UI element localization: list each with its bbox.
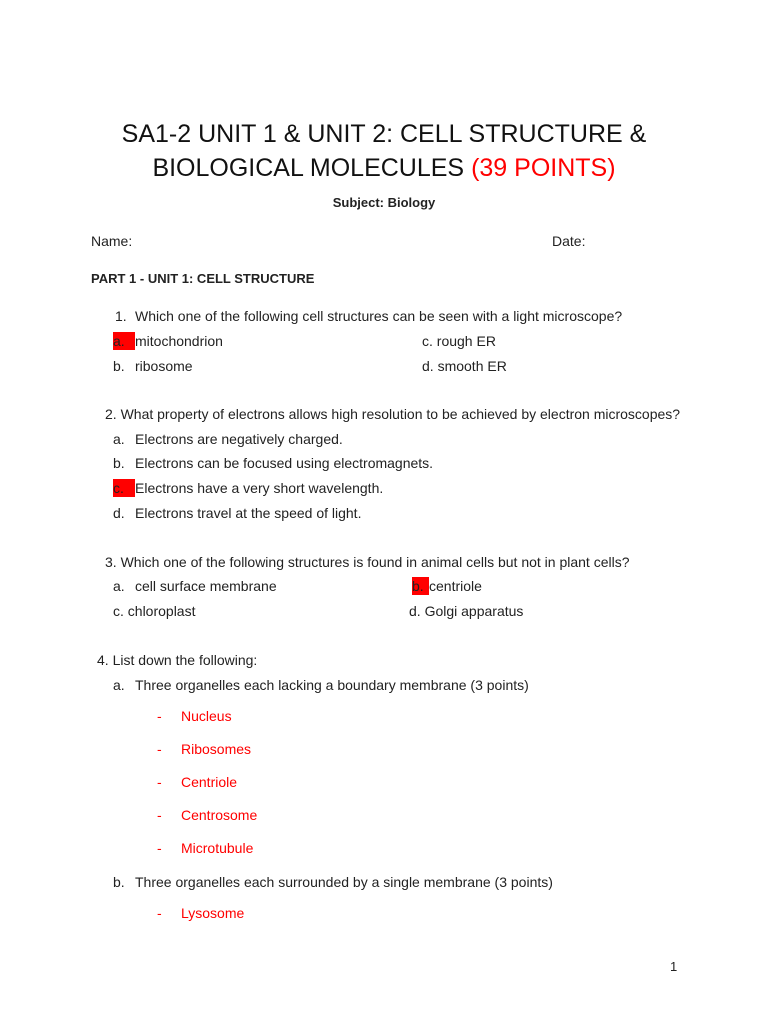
answer-item — [157, 806, 257, 824]
answer-item — [157, 773, 237, 791]
page-number: 1 — [670, 959, 678, 974]
q3-b-text: centriole — [429, 578, 482, 594]
title-text: BIOLOGICAL MOLECULES — [152, 154, 472, 182]
answer-text: Centriole — [181, 774, 238, 790]
q2-option-d — [113, 504, 361, 522]
q2-option-b — [113, 454, 433, 472]
answer-item — [157, 904, 244, 922]
q2-option-a — [113, 430, 343, 448]
q2-c-letter-highlighted: c. — [113, 479, 135, 497]
answer-text: Microtubule — [181, 840, 254, 856]
q4-part-a — [113, 676, 529, 694]
answer-item — [157, 740, 251, 758]
q1-option-b — [113, 357, 193, 375]
q2-option-c — [113, 479, 383, 497]
q4-b-letter: b. — [113, 874, 125, 890]
q1-number: 1. — [115, 308, 127, 324]
document-title-line-2 — [0, 151, 768, 185]
q2-d-letter: d. — [113, 505, 125, 521]
list-dash: - — [157, 741, 162, 757]
list-dash: - — [157, 708, 162, 724]
q3-a-text: cell surface membrane — [135, 578, 277, 594]
q2-a-text: Electrons are negatively charged. — [135, 431, 343, 447]
date-label: Date: — [552, 233, 586, 249]
q1-a-text: mitochondrion — [135, 333, 223, 349]
q3-option-a — [113, 577, 277, 595]
q2-b-letter: b. — [113, 455, 125, 471]
q1-b-text: ribosome — [135, 358, 193, 374]
answer-item — [157, 839, 253, 857]
answer-text: Ribosomes — [181, 741, 252, 757]
q4-part-b — [113, 873, 553, 891]
q1-a-letter-highlighted: a. — [113, 332, 135, 350]
q3-option-b — [412, 577, 482, 595]
list-dash: - — [157, 774, 162, 790]
q3-b-letter-highlighted: b. — [412, 577, 429, 595]
q4-a-letter: a. — [113, 677, 125, 693]
name-label: Name: — [91, 233, 133, 249]
q4-a-text: Three organelles each lacking a boundary membrane (3 points) — [135, 677, 529, 693]
answer-text: Nucleus — [181, 708, 232, 724]
list-dash: - — [157, 807, 162, 823]
list-dash: - — [157, 905, 162, 921]
q2-c-text: Electrons have a very short wavelength. — [135, 480, 384, 496]
q2-b-text: Electrons can be focused using electromagnets. — [135, 455, 434, 471]
q4-text: 4. List down the following: — [97, 652, 258, 668]
answer-text: Lysosome — [181, 905, 245, 921]
q2-d-text: Electrons travel at the speed of light. — [135, 505, 362, 521]
q3-text: 3. Which one of the following structures is found in animal cells but not in plant cells? — [105, 554, 630, 570]
part1-heading: PART 1 - UNIT 1: CELL STRUCTURE — [91, 271, 315, 286]
q1-option-d: d. smooth ER — [422, 358, 507, 374]
subject-line: Subject: Biology — [332, 195, 436, 210]
answer-item — [157, 707, 232, 725]
q3-option-d: d. Golgi apparatus — [409, 603, 524, 619]
q1-option-c: c. rough ER — [422, 333, 496, 349]
q2-text: 2. What property of electrons allows high resolution to be achieved by electron microscopes? — [105, 406, 681, 422]
q3-option-c: c. chloroplast — [113, 603, 196, 619]
q3-a-letter: a. — [113, 578, 125, 594]
answer-text: Centrosome — [181, 807, 258, 823]
q1-option-a — [113, 332, 223, 350]
list-dash: - — [157, 840, 162, 856]
q1-b-letter: b. — [113, 358, 125, 374]
q1-text: Which one of the following cell structures can be seen with a light microscope? — [135, 308, 623, 324]
q2-a-letter: a. — [113, 431, 125, 447]
points-total: (39 POINTS) — [471, 154, 616, 182]
document-title-line-1: SA1-2 UNIT 1 & UNIT 2: CELL STRUCTURE & — [121, 120, 647, 148]
q4-b-text: Three organelles each surrounded by a single membrane (3 points) — [135, 874, 553, 890]
